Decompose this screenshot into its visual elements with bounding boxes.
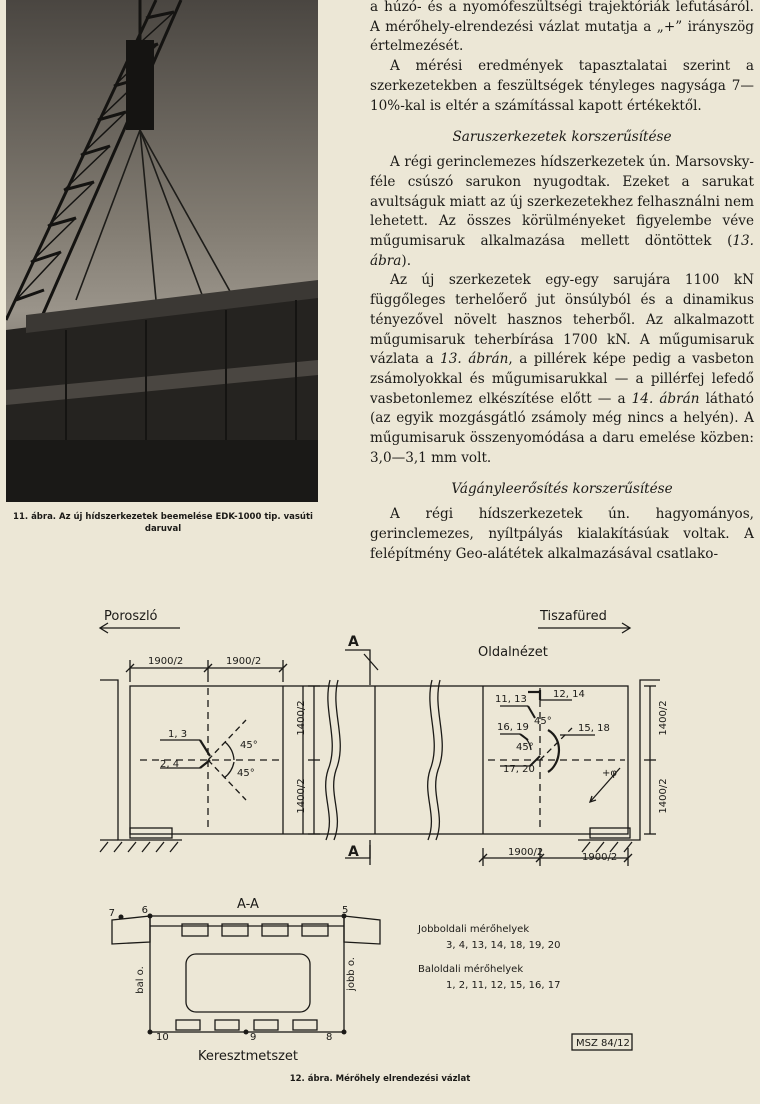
cross-section-box <box>150 916 344 1032</box>
right-group-title: Jobboldali mérőhelyek <box>418 924 530 935</box>
figure-11-caption: 11. ábra. Az új hídszerkezetek beemelése EDK-1000 tip. vasúti daruval <box>13 512 313 534</box>
paragraph-3 <box>370 153 754 271</box>
gauge-label-16-19: 16, 19 <box>497 722 529 733</box>
figure-12-drawing <box>0 590 760 1070</box>
dim-height-right-top: 1400/2 <box>658 700 669 736</box>
figure-13-ref: 13. ábra <box>370 233 754 269</box>
crane-photo-image <box>6 0 318 502</box>
point-7: 7 <box>108 908 115 919</box>
angle-right-lower: 45° <box>516 742 534 753</box>
angle-right-upper: 45° <box>534 716 552 727</box>
dim-bottom-left: 1900/2 <box>508 847 544 858</box>
heading-saruszerkezetek: Saruszerkezetek korszerűsítése <box>452 129 672 146</box>
direction-right: Tiszafüred <box>540 609 607 624</box>
right-bearing <box>590 828 630 838</box>
dim-height-right-bottom: 1400/2 <box>658 778 669 814</box>
gauge-label-11-13: 11, 13 <box>495 694 527 705</box>
paragraph-5: A régi hídszerkezetek ún. hagyományos, gerinclemezes, nyíltpályás kialakításúak voltak. A felépítmény Geo-alátétek alkalmazásával csatlako- <box>370 506 754 562</box>
paragraph-3-text-b: ). <box>401 252 412 269</box>
heading-vagany: Vágányleerősítés korszerűsítése <box>451 481 673 498</box>
dim-height-left-top: 1400/2 <box>296 700 307 736</box>
point-9: 9 <box>250 1032 257 1043</box>
left-group-title: Baloldali mérőhelyek <box>418 964 524 975</box>
standard-label: MSZ 84/12 <box>576 1038 630 1049</box>
plus-phi-label: +φ <box>602 768 617 779</box>
crane-photo <box>6 0 318 502</box>
point-6: 6 <box>141 905 148 916</box>
paragraph-4-text-a: Az új szerkezetek egy-egy sarujára 1100 kN függőleges terhelőerő jut önsúlyból és a dinamikus tényezővel növelt hasznos teherből. Az alkalmazott műgumisaruk teherbírása 1700 kN. A műgumisaruk vázlata a <box>370 272 754 368</box>
dim-top-right: 1900/2 <box>226 656 262 667</box>
angle-left-lower: 45° <box>237 768 255 779</box>
figure-12-caption: 12. ábra. Mérőhely elrendezési vázlat <box>289 1074 471 1084</box>
gauge-label-17-20: 17, 20 <box>503 764 535 775</box>
paragraph-3-text-a: A régi gerinclemezes hídszerkezetek ún. Marsovsky-féle csúszó sarukon nyugodtak. Ezeket a sarukat avultságuk miatt az új szerkezetekhez felhasználni nem lehetett. Az összes körülményeket figyelembe véve műgumisaruk alkalmazása mellett döntöttek ( <box>370 154 754 250</box>
cross-section-label: Keresztmetszet <box>197 1049 299 1064</box>
paragraph-2: A mérési eredmények tapasztalatai szerint a szerkezetekben a feszültségek tényleges nagysága 7—10%-kal is eltér a számítással kapott értékektől. <box>370 58 754 114</box>
left-bearing <box>130 828 172 838</box>
left-group-values: 1, 2, 11, 12, 15, 16, 17 <box>446 980 561 991</box>
angle-left-upper: 45° <box>240 740 258 751</box>
paragraph-1: a húzó- és a nyomófeszültségi trajektóriák lefutásáról. A mérőhely-elrendezési vázlat mutatja a „+” irányszög értelmezését. <box>370 0 754 55</box>
paragraph-4-text-b: , a pillérek képe pedig a vasbeton zsámolyokkal és műgumisarukkal — a pillérfej lefedő vasbetonlemez elkészítése előtt — a <box>370 351 754 407</box>
dim-bottom-right: 1900/2 <box>582 852 618 863</box>
section-title: A-A <box>237 897 259 912</box>
figure-14-ref: 14. ábrán <box>631 390 700 407</box>
paragraph-4 <box>370 271 754 468</box>
cross-section-left-cantilever <box>112 916 150 944</box>
direction-left: Poroszló <box>104 609 158 624</box>
right-group-values: 3, 4, 13, 14, 18, 19, 20 <box>446 940 561 951</box>
side-right-label: jobb o. <box>346 957 357 991</box>
section-mark-top: A <box>348 634 359 650</box>
gauge-label-12-14: 12, 14 <box>553 689 585 700</box>
point-5: 5 <box>342 905 349 916</box>
section-mark-bottom: A <box>348 844 359 860</box>
point-8: 8 <box>326 1032 333 1043</box>
text-column <box>370 0 754 565</box>
dim-height-left-bottom: 1400/2 <box>296 778 307 814</box>
gauge-label-1-3: 1, 3 <box>168 729 188 740</box>
cross-section-right-cantilever <box>344 916 380 944</box>
gauge-label-15-18: 15, 18 <box>578 723 610 734</box>
side-view-label: Oldalnézet <box>478 645 548 660</box>
gauge-label-2-4: 2, 4 <box>160 759 180 770</box>
paragraph-4-text-c: látható (az egyik mozgásgátló zsámoly még nincs a helyén). A műgumisaruk összenyomódása a daru emelése közben: 3,0—3,1 mm volt. <box>370 390 754 466</box>
side-left-label: bal o. <box>135 966 146 994</box>
dim-top-left: 1900/2 <box>148 656 184 667</box>
point-10: 10 <box>156 1032 169 1043</box>
figure-13-ref-2: 13. ábrán <box>440 351 509 368</box>
